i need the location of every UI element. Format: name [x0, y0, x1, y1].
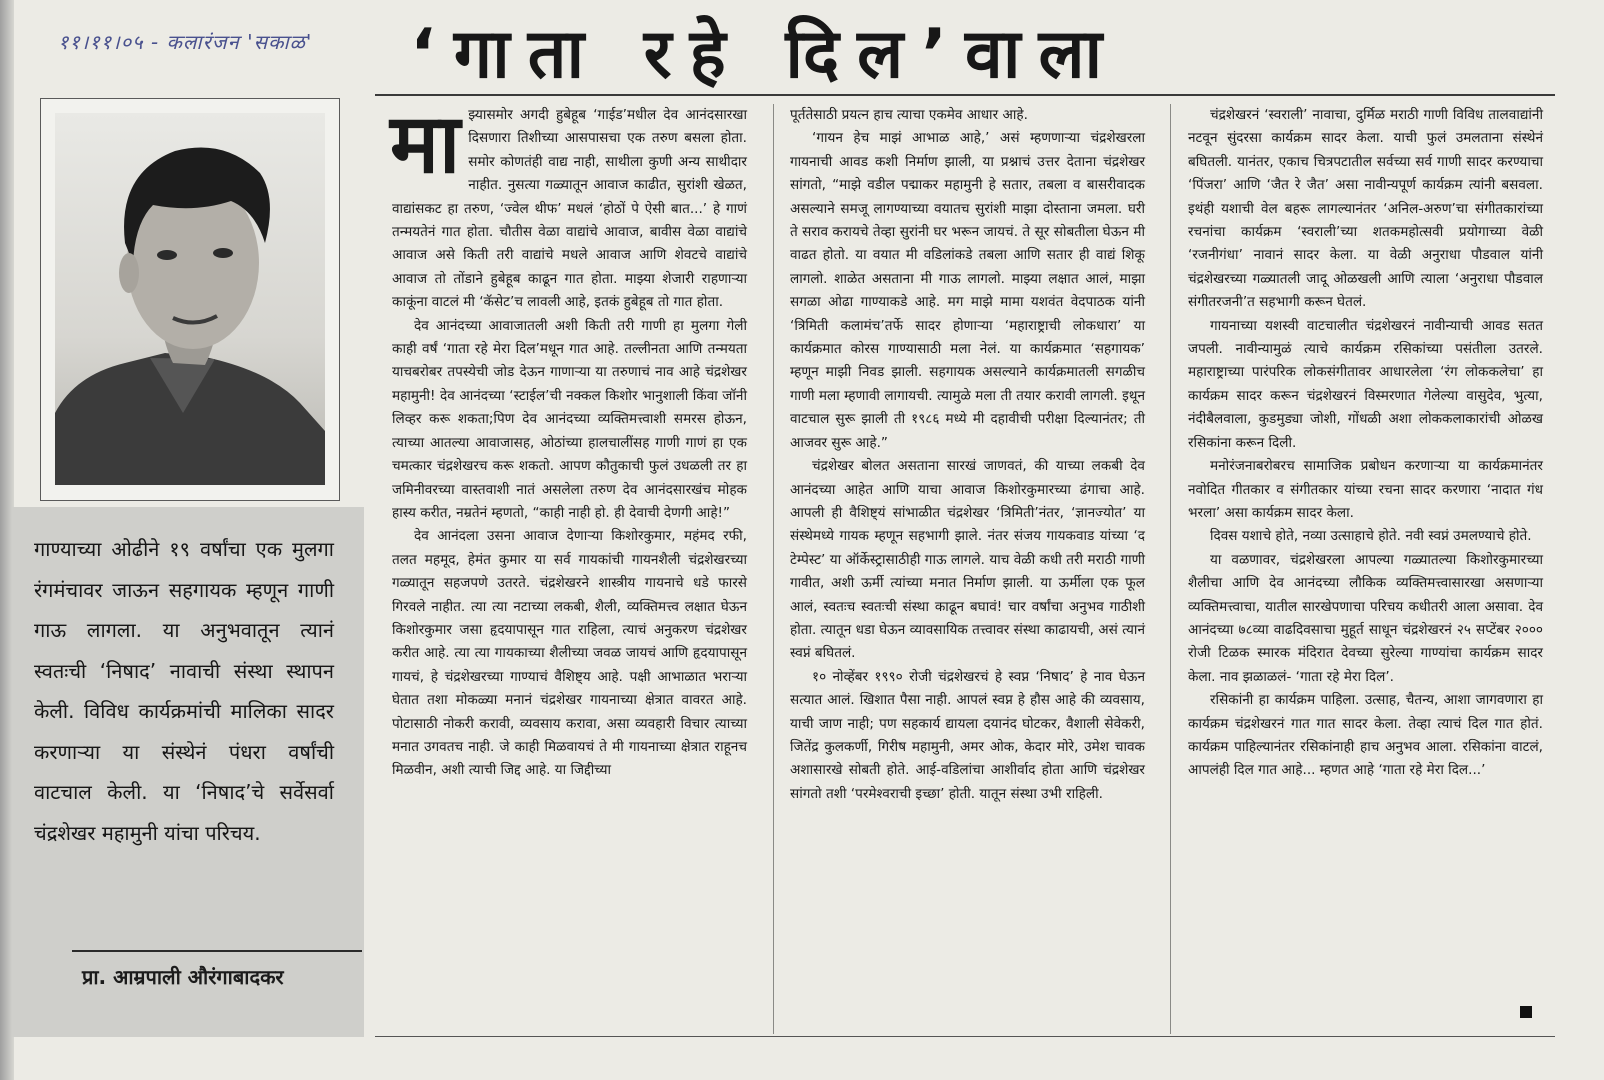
top-rule: [375, 94, 1555, 96]
byline: प्रा. आम्रपाली औरंगाबादकर: [82, 965, 284, 989]
bottom-rule: [375, 1036, 1555, 1037]
paragraph: देव आनंदला उसना आवाज देणाऱ्या किशोरकुमार, महंमद रफी, तलत महमूद, हेमंत कुमार या सर्व गायकांची गायनशैली चंद्रशेखरच्या गळ्यातून सहजपणे उतरते. चंद्रशेखरने शास्त्रीय गायनाचे धडे फारसे गिरवले नाहीत. त्या त्या नटाच्या लकबी, शैली, व्यक्तिमत्त्व लक्षात घेऊन किशोरकुमार जसा हृदयापासून गात राहिला, त्याचं अनुकरण चंद्रशेखर करीत आहे. त्या त्या गायकाच्या शैलीच्या जवळ जायचं आणि हृदयापासून गायचं, हे चंद्रशेखरच्या गाण्याचं वैशिष्ट्य आहे. पक्षी आभाळात भराऱ्या घेतात तशा मोकळ्या मनानं चंद्रशेखर गायनाच्या क्षेत्रात वावरत आहे. पोटासाठी नोकरी करावी, व्यवसाय करावा, असा व्यवहारी विचार त्याच्या मनात उगवतच नाही. जे काही मिळवायचं ते मी गायनाच्या क्षेत्रात राहूनच मिळवीन, अशी त्याची जिद्द आहे. या जिद्दीच्या: [392, 528, 747, 779]
paragraph: पूर्ततेसाठी प्रयत्न हाच त्याचा एकमेव आधार आहे.: [790, 107, 1028, 123]
intro-sidebar: [12, 507, 364, 1037]
dateline-handwritten: ११।११।०५ - कलारंजन 'सकाळ': [58, 30, 313, 54]
paragraph: गायनाच्या यशस्वी वाटचालीत चंद्रशेखरनं नावीन्याची आवड सतत जपली. नावीन्यामुळं त्याचे कार्यक्रम रसिकांच्या पसंतीला उतरले. महाराष्ट्राच्या पारंपरिक लोकसंगीतावर आधारलेला ‘रंग लोककलेचा’ हा कार्यक्रम सादर करून चंद्रशेखरनं विस्मरणात गेलेल्या वासुदेव, भुत्या, नंदीबैलवाला, कुडमुड्या जोशी, गोंधळी अशा लोककलाकारांची ओळख रसिकांना करून दिली.: [1188, 317, 1543, 451]
paragraph: १० नोव्हेंबर १९९० रोजी चंद्रशेखरचं हे स्वप्न ‘निषाद’ हे नाव घेऊन सत्यात आलं. खिशात पैसा नाही. आपलं स्वप्न हे हौस आहे की व्यवसाय, याची जाण नाही; पण सहकार्य द्यायला दयानंद घोटकर, वैशाली सेवेकरी, जितेंद्र कुलकर्णी, गिरीष महामुनी, अमर ओक, केदार मोरे, उमेश चावक अशासारखे सोबती होते. आई-वडिलांचा आशीर्वाद होता आणि चंद्रशेखर सांगतो तशी ‘परमेश्वराची इच्छा’ होती. यातून संस्था उभी राहिली.: [790, 668, 1145, 802]
headline: ‘गाता रहे दिल’वाला: [410, 15, 1121, 94]
paragraph: मनोरंजनाबरोबरच सामाजिक प्रबोधन करणाऱ्या या कार्यक्रमानंतर नवोदित गीतकार व संगीतकार यांच्या रचना सादर करणारा ‘नादात गंध भरला’ असा कार्यक्रम सादर केला.: [1188, 458, 1543, 521]
portrait-photo-frame: [40, 98, 340, 501]
paragraph: दिवस यशाचे होते, नव्या उत्साहाचे होते. नवी स्वप्नं उमलण्याचे होते.: [1210, 528, 1532, 545]
paragraph: चंद्रशेखर बोलत असताना सारखं जाणवतं, की याच्या लकबी देव आनंदच्या आहेत आणि याचा आवाज किशोरकुमारच्या ढंगाचा आहे. आपली ही वैशिष्ट्यं सांभाळीत चंद्रशेखर ‘त्रिमिती’नंतर, ‘ज्ञानज्योत’ या संस्थेमध्ये गायक म्हणून सहभागी झाले. नंतर संजय गायकवाड यांच्या ‘द टेम्पेस्ट’ या ऑर्केस्ट्रासाठीही गाऊ लागले. याच वेळी कधी तरी मराठी गाणी गावीत, अशी ऊर्मी त्यांच्या मनात निर्माण झाली. या ऊर्मीला एक फूल आलं, स्वतःच स्वतःची संस्था काढून बघावं! चार वर्षांचा अनुभव गाठीशी होता. त्यातून धडा घेऊन व्यावसायिक तत्त्वावर संस्था काढायची, असं त्यानं स्वप्नं बघितलं.: [790, 458, 1145, 662]
paragraph: ‘गायन हेच माझं आभाळ आहे,’ असं म्हणणाऱ्या चंद्रशेखरला गायनाची आवड कशी निर्माण झाली, या प्रश्नाचं उत्तर देताना चंद्रशेखर सांगतो, “माझे वडील पद्माकर महामुनी हे सतार, तबला व बासरीवादक असल्याने समजू लागण्याच्या वयातच सुरांशी माझा दोस्ताना जमला. घरी ते सराव करायचे तेव्हा सुरांनी घर भरून जायचं. ते सूर सोबतीला घेऊन मी वाढत होतो. या वयात मी वडिलांकडे तबला आणि सतार ही वाद्यं शिकू लागलो. शाळेत असताना मी गाऊ लागलो. माझ्या लक्षात आलं, माझा सगळा ओढा गाण्याकडे आहे. मग माझे मामा यशवंत वेदपाठक यांनी ‘त्रिमिती कलामंच’तर्फे सादर होणाऱ्या ‘महाराष्ट्राची लोकधारा’ या कार्यक्रमात कोरस गाण्यासाठी मला नेलं. या कार्यक्रमात ‘सहगायक’ म्हणून माझी निवड झाली. सहगायक असल्याने कार्यक्रमातली सगळीच गाणी मला म्हणावी लागायची. त्यामुळे मला ती तयार करावी लागली. इथून वाटचाल सुरू झाली ती १९८६ मध्ये मी दहावीची परीक्षा दिल्यानंतर; ती आजवर सुरू आहे.”: [790, 130, 1145, 451]
column-divider: [773, 104, 774, 1034]
intro-text: गाण्याच्या ओढीने १९ वर्षांचा एक मुलगा रंगमंचावर जाऊन सहगायक म्हणून गाणी गाऊ लागला. या अनुभवातून त्यानं स्वतःची ‘निषाद’ नावाची संस्था स्थापन केली. विविध कार्यक्रमांची मालिका सादर करणाऱ्या या संस्थेनं पंधरा वर्षांची वाटचाल केली. या ‘निषाद’चे सर्वेसर्वा चंद्रशेखर महामुनी यांचा परिचय.: [34, 537, 334, 845]
column-divider: [1170, 104, 1171, 1034]
paragraph: या वळणावर, चंद्रशेखरला आपल्या गळ्यातल्या किशोरकुमारच्या शैलीचा आणि देव आनंदच्या लौकिक व्यक्तिमत्त्वासारखा असणाऱ्या व्यक्तिमत्त्वाचा, यातील सारखेपणाचा परिचय कधीतरी आला असावा. देव आनंदच्या ७८व्या वाढदिवसाचा मुहूर्त साधून चंद्रशेखरनं २५ सप्टेंबर २००० रोजी टिळक स्मारक मंदिरात देवच्या सुरेल्या गाण्यांचा कार्यक्रम सादर केला. नाव झळाळलं- ‘गाता रहे मेरा दिल’.: [1188, 551, 1543, 685]
paragraph: [390, 97, 747, 315]
article-column-1: [390, 97, 747, 783]
paragraph-text: झ्यासमोर अगदी हुबेहूब ‘गाईड’मधील देव आनंदसारखा दिसणारा तिशीच्या आसपासचा एक तरुण बसला होता. समोर कोणतंही वाद्य नाही, साथीला कुणी अन्य साथीदार नाहीत. नुसत्या गळ्यातून आवाज काढीत, सुरांशी खेळत, वाद्यांसकट हा तरुण, ‘ज्वेल थीफ’ मधलं ‘होठों पे ऐसी बात...’ हे गाणं तन्मयतेनं गात होता. चौतीस वेळा वाद्यांचे आवाज, बावीस वेळा वाद्यांचे आवाज असे किती तरी वाद्यांचे मधले आवाज आणि शेवटचे वाद्यांचे आवाज तो तोंडाने हुबेहूब काढून गात होता. माझ्या शेजारी राहणाऱ्या काकूंना वाटलं मी ‘कॅसेट’च लावली आहे, इतकं हुबेहूब तो गात होता.: [392, 107, 747, 311]
paragraph: रसिकांनी हा कार्यक्रम पाहिला. उत्साह, चैतन्य, आशा जागवणारा हा कार्यक्रम चंद्रशेखरनं गात गात सादर केला. तेव्हा त्याचं दिल गात होतं. कार्यक्रम पाहिल्यानंतर रसिकांनाही हाच अनुभव आला. रसिकांना वाटलं, आपलंही दिल गात आहे... म्हणत आहे ‘गाता रहे मेरा दिल...’: [1188, 692, 1543, 779]
portrait-illustration: [55, 113, 325, 485]
dropcap: मा: [390, 97, 461, 192]
paragraph: चंद्रशेखरनं ‘स्वराली’ नावाचा, दुर्मिळ मराठी गाणी विविध तालवाद्यांनी नटवून सुंदरसा कार्यक्रम सादर केला. याची फुलं उमलताना संस्थेनं बघितली. यानंतर, एकाच चित्रपटातील सर्वच्या सर्व गाणी सादर करण्याचा ‘पिंजरा’ आणि ‘जैत रे जैत’ असा नावीन्यपूर्ण कार्यक्रम त्यांनी बसवला. इथंही यशाची वेल बहरू लागल्यानंतर ‘अनिल-अरुण’चा संगीतकारांच्या रचनांचा कार्यक्रम ‘स्वराली’च्या शतकमहोत्सवी प्रयोगाच्या वेळी ‘रजनीगंधा’ नावानं सादर केला. या वेळी अनुराधा पौडवाल यांनी चंद्रशेखरच्या गळ्यातली जादू ओळखली आणि त्याला ‘अनुराधा पौडवाल संगीतरजनी’त सहभागी करून घेतलं.: [1188, 107, 1543, 311]
end-of-article-mark: [1520, 1006, 1532, 1018]
byline-rule: [72, 950, 362, 952]
portrait-photo: [55, 113, 325, 485]
article-column-2: [790, 104, 1145, 806]
paragraph: देव आनंदच्या आवाजातली अशी किती तरी गाणी हा मुलगा गेली काही वर्षं ‘गाता रहे मेरा दिल’मधून गात आहे. तल्लीनता आणि तन्मयता याचबरोबर तपस्येची जोड देऊन गाणाऱ्या या तरुणाचं नाव आहे चंद्रशेखर महामुनी! देव आनंदच्या ‘स्टाईल’ची नक्कल किशोर भानुशाली किंवा जॉनी लिव्हर करू शकता;पिण देव आनंदच्या व्यक्तिमत्त्वाशी समरस होऊन, त्याच्या आतल्या आवाजासह, ओठांच्या हालचालींसह गाणी गाणं हा एक चमत्कार चंद्रशेखरच करू शकतो. आपण कौतुकाची फुलं उधळली तर हा जमिनीवरच्या वास्तवाशी नातं असलेला तरुण देव आनंदसारखंच मोहक हास्य करीत, नम्रतेनं म्हणतो, “काही नाही हो. ही देवाची देणगी आहे!”: [392, 317, 747, 521]
article-column-3: [1188, 104, 1543, 783]
